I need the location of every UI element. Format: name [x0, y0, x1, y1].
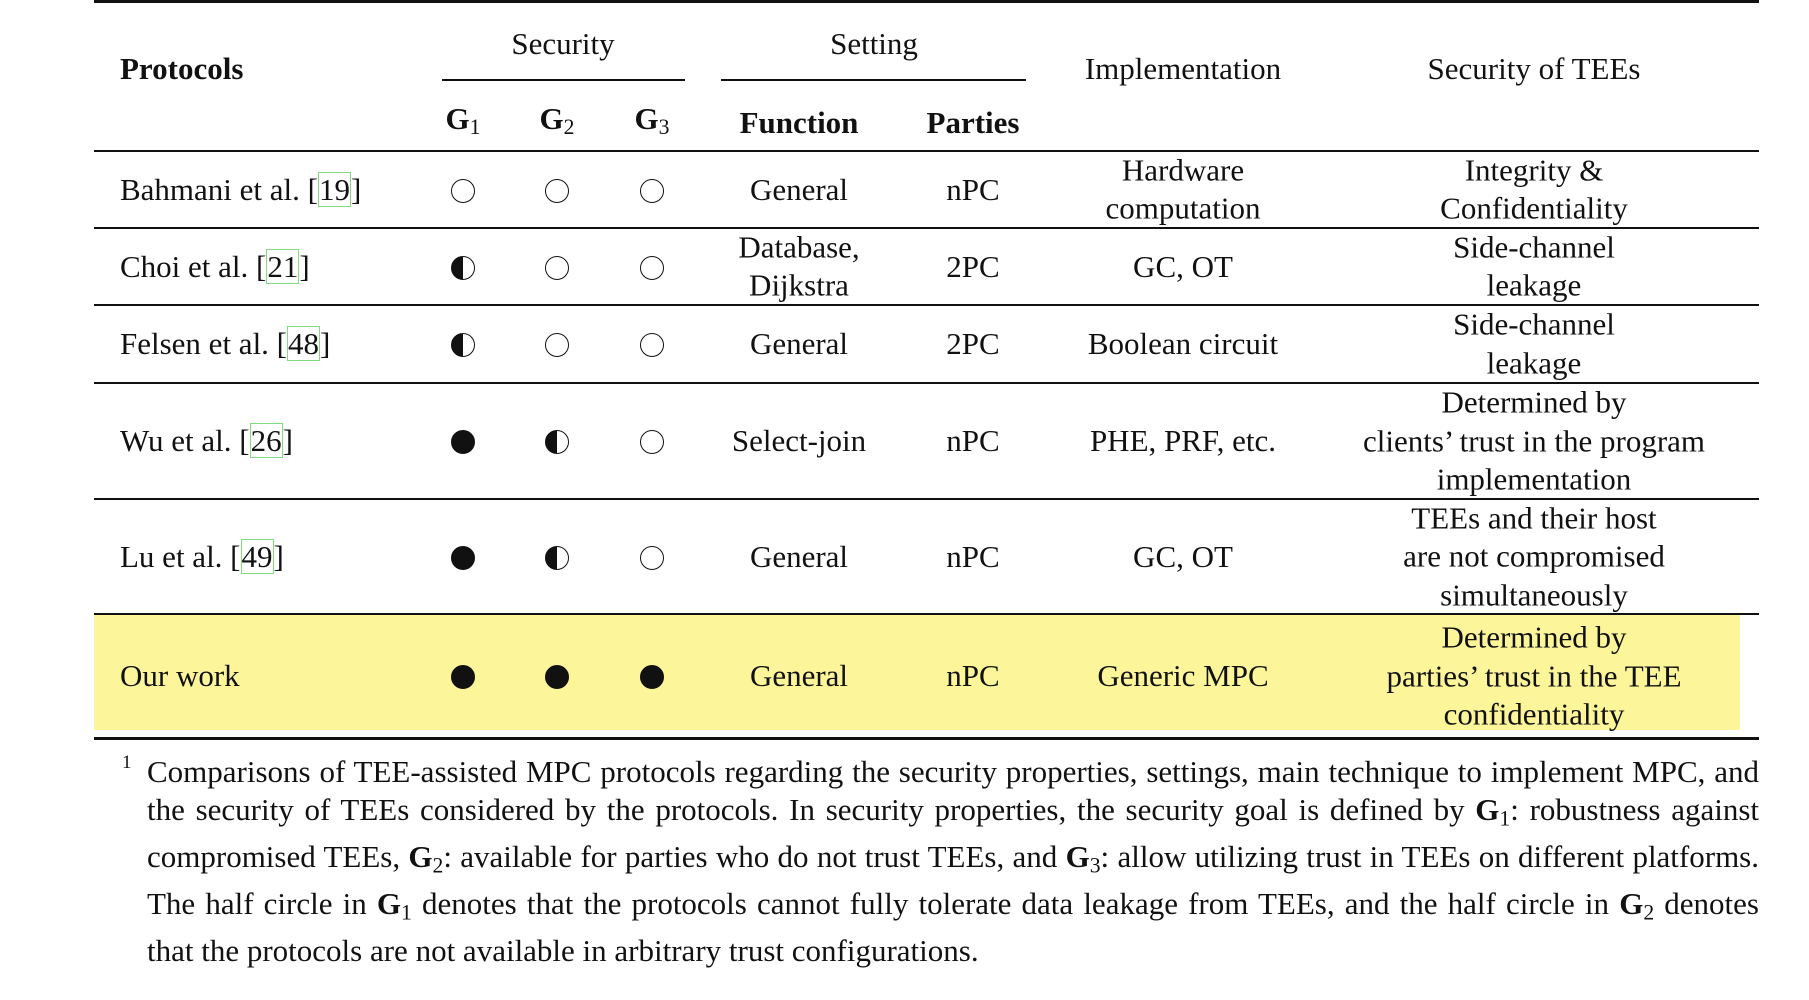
bottom-rule [94, 737, 1759, 740]
full-circle-icon [451, 665, 475, 689]
header-protocols: Protocols [120, 51, 244, 86]
protocol-name: Felsen et al. [48] [120, 326, 331, 361]
security-of-tees-cell: TEEs and their host are not compromised simultaneously [1403, 499, 1665, 612]
function-cell: Database, Dijkstra [738, 229, 860, 303]
header-g1: $G_1$ [445, 100, 481, 140]
half-circle-icon [451, 256, 475, 280]
empty-circle-icon [545, 333, 569, 357]
goal-symbol: $G_1$ [1475, 792, 1511, 831]
full-circle-icon [451, 546, 475, 570]
security-of-tees-cell: Side-channel leakage [1453, 306, 1615, 380]
protocol-name: Lu et al. [49] [120, 538, 284, 574]
empty-circle-icon [545, 179, 569, 203]
half-circle-icon [545, 430, 569, 454]
citation-link[interactable]: 26 [250, 423, 282, 458]
footnote-mark: 1 [122, 752, 132, 773]
empty-circle-icon [640, 179, 664, 203]
parties-cell: nPC [946, 171, 1000, 207]
security-of-tees-cell: Determined by parties’ trust in the TEE confidentiality [1386, 619, 1682, 732]
goal-symbol: $G_2$ [1619, 886, 1655, 925]
parties-cell: 2PC [946, 326, 1000, 361]
parties-cell: nPC [946, 538, 1000, 574]
security-cmidrule [442, 79, 685, 81]
protocol-name: Bahmani et al. [19] [120, 171, 362, 207]
protocol-name: Choi et al. [21] [120, 248, 310, 284]
implementation-cell: GC, OT [1133, 248, 1233, 284]
header-security-of-tees: Security of TEEs [1427, 51, 1641, 86]
header-parties: Parties [926, 105, 1020, 140]
implementation-cell: PHE, PRF, etc. [1089, 422, 1277, 458]
security-of-tees-cell: Integrity & Confidentiality [1440, 152, 1628, 226]
empty-circle-icon [640, 333, 664, 357]
full-circle-icon [545, 665, 569, 689]
citation-link[interactable]: 49 [241, 538, 273, 574]
function-cell: General [749, 171, 849, 207]
goal-symbol: $G_3$ [1065, 839, 1101, 878]
security-of-tees-cell: Determined by clients’ trust in the program implementation [1362, 384, 1706, 497]
goal-symbol: $G_2$ [408, 839, 444, 878]
empty-circle-icon [545, 256, 569, 280]
implementation-cell: Boolean circuit [1087, 325, 1279, 361]
full-circle-icon [640, 665, 664, 689]
citation-link[interactable]: 21 [267, 248, 299, 284]
function-cell: General [749, 325, 849, 361]
implementation-cell: Generic MPC [1097, 657, 1269, 693]
parties-cell: nPC [946, 658, 1000, 693]
full-circle-icon [451, 430, 475, 454]
empty-circle-icon [640, 546, 664, 570]
citation-link[interactable]: 19 [319, 171, 350, 207]
implementation-cell: Hardware computation [1105, 152, 1261, 226]
header-setting-group: Setting [830, 26, 918, 61]
implementation-cell: GC, OT [1133, 538, 1233, 574]
protocol-name: Wu et al. [26] [120, 423, 293, 458]
goal-symbol: $G_1$ [376, 886, 412, 925]
top-rule [94, 0, 1759, 3]
citation-link[interactable]: 48 [288, 326, 320, 361]
setting-cmidrule [721, 79, 1026, 81]
empty-circle-icon [451, 179, 475, 203]
header-g3: $G_3$ [634, 100, 670, 140]
function-cell: Select-join [731, 422, 867, 458]
parties-cell: nPC [946, 423, 1000, 458]
protocol-name: Our work [120, 658, 240, 693]
header-implementation: Implementation [1084, 51, 1282, 86]
empty-circle-icon [640, 256, 664, 280]
function-cell: General [749, 657, 849, 693]
parties-cell: 2PC [946, 248, 1000, 284]
half-circle-icon [451, 333, 475, 357]
table-footnote: Comparisons of TEE-assisted MPC protocols regarding the security properties, settings, main technique to implement MPC, and the security of TEEs considered by the protocols. In security properties, the security goal is defined by $G_1$: robustness against compromised TEEs, $G_2$: available for parties who do not trust TEEs, and $G_3$: allow utilizing trust in TEEs on different platforms. The half circle in $G_1$ denotes that the protocols cannot fully tolerate data leakage from TEEs, and the half circle in $G_2$ denotes that the protocols are not available in arbitrary trust configurations. [147, 754, 1760, 968]
header-security-group: Security [511, 26, 615, 61]
half-circle-icon [545, 546, 569, 570]
header-g2: $G_2$ [539, 100, 575, 140]
empty-circle-icon [640, 430, 664, 454]
function-cell: General [749, 538, 849, 574]
security-of-tees-cell: Side-channel leakage [1453, 229, 1615, 303]
header-function: Function [739, 105, 859, 140]
